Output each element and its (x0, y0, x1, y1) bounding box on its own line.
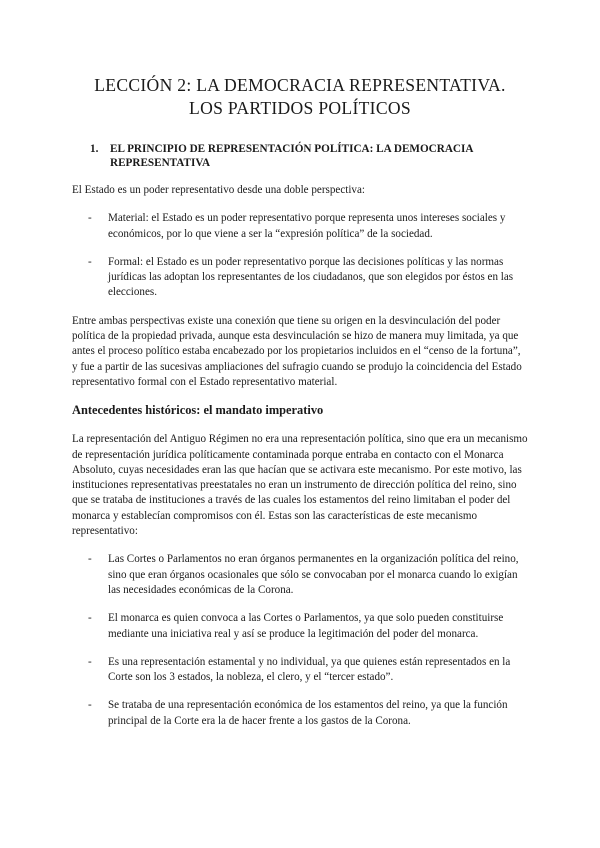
perspectives-list (72, 211, 528, 300)
characteristic-text: Es una representación estamental y no individual, ya que quienes están representados en la Corte son los 3 estados, la nobleza, el clero, y el “tercer estado”. (108, 655, 511, 684)
antecedentes-paragraph: La representación del Antiguo Régimen no era una representación política, sino que era un mecanismo de representación jurídica políticamente contaminada porque entraba en contacto con el Monarca Absoluto, cuyas necesidades eran las que hacían que se activara este mecanismo. Por este motivo, las instituciones representativas preestatales no eran un instrumento de dirección política del reino, sino que se trataba de instituciones a través de las cuales los estamentos del reino limitaban el poder del monarca y establecían compromisos con él. Estas son las características de este mecanismo representativo: (72, 433, 528, 538)
dash-bullet: - (88, 553, 92, 566)
dash-bullet: - (88, 699, 92, 712)
characteristic-text: Las Cortes o Parlamentos no eran órganos permanentes en la organización política del reino, sino que eran órganos ocasionales que sólo se convocaban por el monarca cuando lo exigían las necesidades económicas de la Corona. (108, 553, 519, 596)
list-item (72, 255, 528, 301)
dash-bullet: - (88, 655, 92, 668)
connection-paragraph: Entre ambas perspectivas existe una conexión que tiene su origen en la desvinculación del poder política de la propiedad privada, aunque esta desvinculación se hizo de manera muy limitada, ya que antes el proceso político estaba encabezado por los propietarios incluidos en el “censo de la fortuna”, y fue a partir de las sucesivas ampliaciones del sufragio cuando se produjo la coincidencia del Estado representativo formal con el Estado representativo material. (72, 314, 522, 388)
list-item (72, 552, 528, 598)
section-heading-line-2: REPRESENTATIVA (110, 157, 211, 169)
section-heading (90, 142, 528, 170)
title-line-2: LOS PARTIDOS POLÍTICOS (189, 98, 411, 118)
list-item (72, 698, 528, 729)
dash-bullet: - (88, 255, 92, 268)
list-item (72, 211, 528, 242)
characteristic-text: Se trataba de una representación económica de los estamentos del reino, ya que la función principal de la Corte era la de hacer frente a los gastos de la Corona. (108, 699, 508, 727)
page-title (72, 74, 528, 120)
subsection-heading: Antecedentes históricos: el mandato imperativo (72, 403, 324, 418)
section-heading-line-1: EL PRINCIPIO DE REPRESENTACIÓN POLÍTICA: LA DEMOCRACIA (110, 143, 474, 155)
section-number: 1. (90, 143, 99, 155)
perspective-material: Material: el Estado es un poder representativo porque representa unos intereses sociales y económicos, por lo que viene a ser la “expresión política” de la sociedad. (108, 212, 506, 240)
characteristics-list (72, 552, 528, 729)
dash-bullet: - (88, 612, 92, 625)
list-item (72, 611, 528, 642)
intro-paragraph: El Estado es un poder representativo desde una doble perspectiva: (72, 184, 365, 196)
title-line-1: LECCIÓN 2: LA DEMOCRACIA REPRESENTATIVA. (94, 75, 506, 95)
list-item (72, 655, 528, 686)
dash-bullet: - (88, 212, 92, 225)
section-heading-text (110, 142, 473, 170)
characteristic-text: El monarca es quien convoca a las Cortes o Parlamentos, ya que solo pueden constituirse mediante una iniciativa real y así se produce la legitimación del poder del monarca. (108, 612, 504, 640)
perspective-formal: Formal: el Estado es un poder representativo porque las decisiones políticas y las normas jurídicas las adoptan los representantes de los ciudadanos, que son elegidos por éstos en las elecciones. (108, 255, 514, 299)
